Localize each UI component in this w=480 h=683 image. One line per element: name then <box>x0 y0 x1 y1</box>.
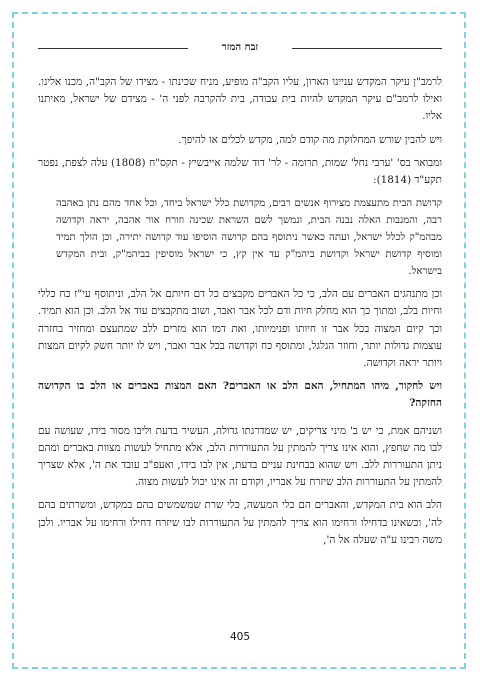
paragraph-source-citation: ומבואר בס' 'ערבי נחל' שמות, תרומה - לר' דוד שלמה אייבשיץ - תקס"ח (1808) עלה לצפת, נפטר תקע"ד (1814): <box>38 156 442 187</box>
running-header <box>38 40 442 56</box>
block-quote: קדושת הבית מתעצמת מצירוף אנשים רבים, מקדושת כלל ישראל ביחד, וכל אחד מהם נתן באהבה רבה, והמגבות האלה נבנה הבית, ונמשך לשם השראת שכינה וזורח אור אהבה, יראה וקדושה מבהמ"ק לכלל ישראל, ועתה כאשר ניתוסף בהם קדושה הוסיפו עוד קדושה יתירה, וכן הולך תמיד ומוסיף קדושת ישראל וקדושת ביהמ"ק עד אין קץ, כי ישראל מוסיפין בביהמ"ק, ובית המקדש בישראל. <box>56 198 442 278</box>
paragraph-heart-organs: וכן מתנהגים האברים עם הלב, כי כל האברים מקבצים כל דם חיותם אל הלב, וניתוסף עי"ז כח כללי וחיות בלב, ומתוך כך הוא מחלק חיות ודם לכל אבר ואבר, ושוב מתקבצים עוד אל הלב. וכן הוא תמיד. וכך קיום המצוה בכל אבר זו חיותו ופנימיותו, ואת דמו הוא מזרים ללב שמתעצם ומחזיר בחזרה עוצמות גדולות יותר, וחוזר הגלגל, ומתוסף כח וקדושה בכל אבר ואבר, ויש לו יותר חשק לקיום המצות ויותר יראה וקדושה. <box>38 288 442 370</box>
paragraph-ramban-rambam: לרמב"ן עיקר המקדש עניינו הארון, עליו הקב"ה מופיע, מניח שכינתו - מצידו של הקב"ה, מכנו אלינו. ואילו לרמב"ם עיקר המקדש להיות בית עבודה, בית להקרבה לפני ה' - מצידם של ישראל, מאיתנו אליו. <box>38 76 442 123</box>
page-body <box>38 74 442 555</box>
page-number: 405 <box>229 631 251 643</box>
running-title: זבח המזר <box>221 42 259 53</box>
header-rule-left <box>38 48 188 49</box>
paragraph-question: ויש לחקור, מיהו המתחיל, האם הלב או האברים? האם המצות באברים או הלב בו הקדושה החזקה? <box>38 380 442 410</box>
paragraph-heart-temple: הלב הוא בית המקדש, והאברים הם כלי המעשה, כלי שרת שמשמשים בהם במקדש, ומשרתים בהם לה', וכשאינו בדחילו ורחימו הוא צריך להמתין על התעוררות לבו שיזרח דחילו ורחימו על אבריו. ולכן משה רבינו ע"ה שעלה אל ה', <box>38 499 442 546</box>
paragraph-dispute-root: ויש להבין שורש המחלוקת מה קודם למה, מקדש לכלים או להיפך. <box>178 133 442 146</box>
paragraph-two-tzaddikim: ושניהם אמת, כי יש ב' מיני צדיקים, יש שמדרגתו גדולה, העשיר בדעת וליבו מסור בידו, שעושה עם לבו מה שחפץ, והוא אינו צריך להמתין על התעוררות הלב, אלא מתחיל לעשות מצוות באברים ומהם ניתן התעוררות ללב. ויש שהוא בבחינת עניים בדעת, אין לבו בידו, ואעפ"כ עובד את ה', אלא שצריך להמתין על התעוררות הלב שיזרח על אבריו, וקודם זה אינו יכול לעשות מצוה. <box>38 424 442 489</box>
